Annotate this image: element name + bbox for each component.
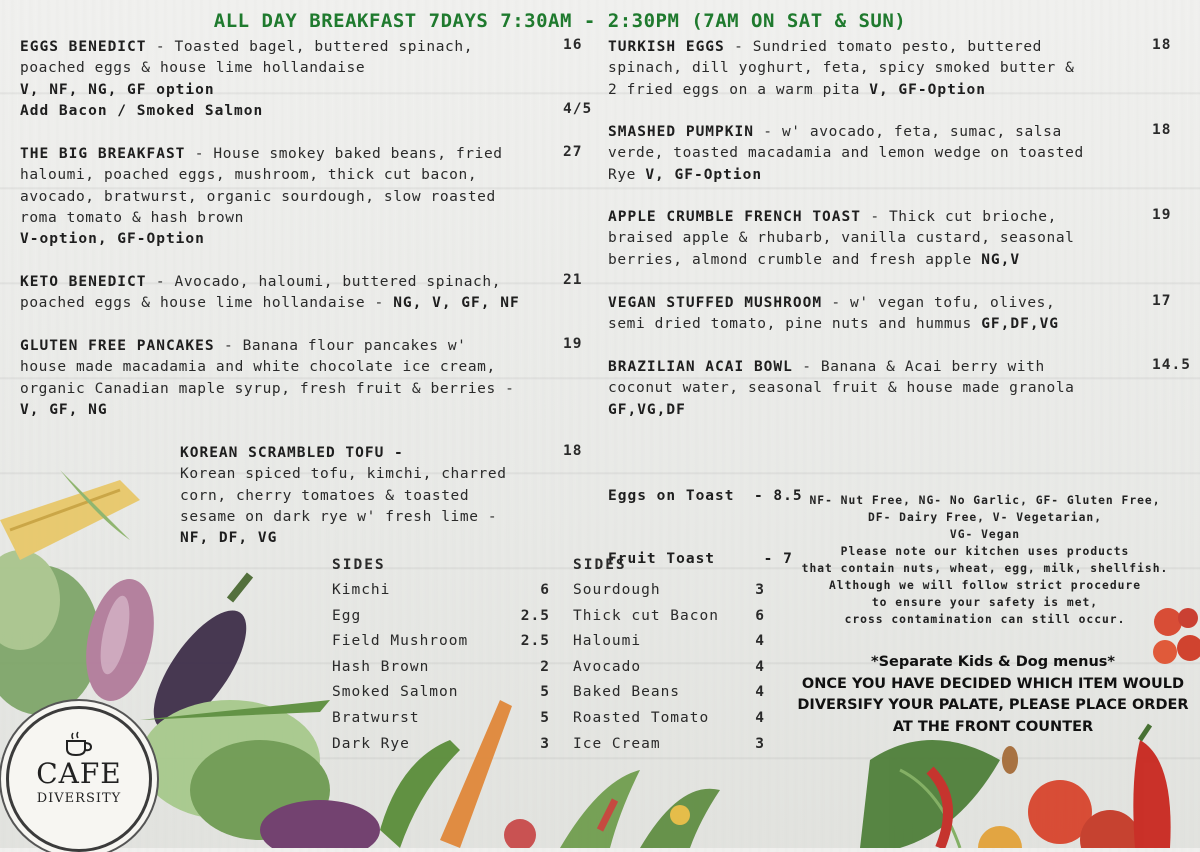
side-price: 4: [755, 684, 765, 701]
note-line: that contain nuts, wheat, egg, milk, shellfish.: [801, 562, 1169, 575]
price-addon: 4/5: [563, 101, 593, 117]
side-name: Ice Cream: [573, 735, 661, 752]
logo-line-cafe: CAFE: [36, 757, 122, 790]
item-description-line: coconut water, seasonal fruit & house made granola: [608, 380, 1075, 397]
item-addon: Add Bacon / Smoked Salmon: [20, 102, 264, 119]
side-price: 4: [755, 658, 765, 675]
price-keto-benedict: 21: [563, 272, 583, 288]
price-smashed-pumpkin: 18: [1152, 122, 1172, 138]
side-price: 2.5: [520, 633, 550, 650]
item-description: SMASHED PUMPKIN - w' avocado, feta, sumac, salsa: [608, 124, 1062, 140]
item-description-line: Korean spiced tofu, kimchi, charred: [180, 466, 507, 483]
item-dietary: NF, DF, VG: [180, 530, 278, 547]
menu-item-big-breakfast: [20, 144, 565, 250]
menu-item-korean-scrambled-tofu: [180, 443, 560, 549]
list-item: [573, 578, 765, 604]
price-gluten-free-pancakes: 19: [563, 336, 583, 352]
item-description-line: house made macadamia and white chocolate ice cream,: [20, 359, 496, 376]
menu-item-apple-crumble-french-toast: [608, 207, 1148, 271]
sides-right: [573, 557, 765, 757]
cafe-logo: [6, 706, 152, 852]
item-description-line: 2 fried eggs on a warm pita V, GF-Option: [608, 81, 986, 98]
item-description: APPLE CRUMBLE FRENCH TOAST - Thick cut brioche,: [608, 209, 1057, 225]
item-description-line: spinach, dill yoghurt, feta, spicy smoked butter &: [608, 60, 1075, 77]
price-brazilian-acai-bowl: 14.5: [1152, 357, 1191, 373]
item-description-line: berries, almond crumble and fresh apple NG,V: [608, 251, 1021, 268]
side-price: 4: [755, 709, 765, 726]
list-item: [332, 655, 550, 681]
item-description-line: avocado, bratwurst, organic sourdough, slow roasted: [20, 188, 496, 205]
note-line: DF- Dairy Free, V- Vegetarian,: [867, 511, 1103, 524]
side-name: Kimchi: [332, 582, 391, 598]
note-line: cross contamination can still occur.: [844, 613, 1126, 626]
list-item: [573, 604, 765, 630]
list-item: [332, 629, 550, 655]
list-item: [573, 732, 765, 758]
list-item: [332, 578, 550, 604]
list-item: [332, 732, 550, 758]
item-dietary: GF,VG,DF: [608, 401, 686, 418]
menu-item-turkish-eggs: [608, 37, 1138, 101]
item-description-line: organic Canadian maple syrup, fresh fruit & berries -: [20, 380, 515, 397]
price-turkish-eggs: 18: [1152, 37, 1172, 53]
item-dietary: V-option, GF-Option: [20, 231, 205, 248]
note-line: Please note our kitchen uses products: [840, 545, 1130, 558]
item-description: EGGS BENEDICT - Toasted bagel, buttered spinach,: [20, 39, 474, 55]
item-description-line: Rye V, GF-Option: [608, 166, 763, 183]
side-name: Dark Rye: [332, 735, 410, 752]
side-name: Hash Brown: [332, 658, 430, 675]
side-name: Roasted Tomato: [573, 709, 710, 726]
note-line: NF- Nut Free, NG- No Garlic, GF- Gluten Free,: [809, 494, 1161, 507]
side-price: 4: [755, 633, 765, 650]
logo-line-diversity: DIVERSITY: [36, 791, 122, 806]
item-description-line: verde, toasted macadamia and lemon wedge on toasted: [608, 145, 1084, 162]
list-item: [332, 604, 550, 630]
list-item: [573, 680, 765, 706]
side-price: 5: [540, 709, 550, 726]
item-description-line: corn, cherry tomatoes & toasted: [180, 487, 470, 504]
side-name: Field Mushroom: [332, 633, 469, 650]
note-line: Although we will follow strict procedure: [828, 579, 1142, 592]
item-description-line: poached eggs & house lime hollandaise - NG, V, GF, NF: [20, 295, 520, 312]
toast-item: Fruit Toast - 7: [608, 551, 793, 568]
order-instructions: [788, 652, 1198, 738]
item-description-line: semi dried tomato, pine nuts and hummus GF,DF,VG: [608, 316, 1060, 333]
item-description-line: roma tomato & hash brown: [20, 209, 244, 226]
list-item: [573, 629, 765, 655]
instruction-line: AT THE FRONT COUNTER: [892, 718, 1094, 735]
side-name: Sourdough: [573, 582, 661, 598]
side-price: 2.5: [520, 607, 550, 624]
side-price: 3: [755, 735, 765, 752]
list-item: [573, 655, 765, 681]
item-description-line: haloumi, poached eggs, mushroom, thick cut bacon,: [20, 167, 478, 184]
item-description-line: sesame on dark rye w' fresh lime -: [180, 508, 498, 525]
side-name: Avocado: [573, 658, 642, 675]
note-line: VG- Vegan: [949, 528, 1021, 541]
instruction-line: ONCE YOU HAVE DECIDED WHICH ITEM WOULD: [801, 675, 1185, 692]
side-name: Bratwurst: [332, 709, 420, 726]
instruction-line: DIVERSIFY YOUR PALATE, PLEASE PLACE ORDER: [797, 697, 1189, 713]
price-apple-crumble-french-toast: 19: [1152, 207, 1172, 223]
side-name: Haloumi: [573, 633, 642, 650]
item-description: BRAZILIAN ACAI BOWL - Banana & Acai berry with: [608, 359, 1045, 375]
menu-item-keto-benedict: [20, 272, 565, 315]
item-name: KOREAN SCRAMBLED TOFU -: [180, 445, 404, 461]
side-name: Smoked Salmon: [332, 684, 459, 701]
instruction-line: *Separate Kids & Dog menus*: [871, 654, 1115, 670]
list-item: [332, 680, 550, 706]
price-korean-scrambled-tofu: 18: [563, 443, 583, 459]
list-item: [573, 706, 765, 732]
item-description: GLUTEN FREE PANCAKES - Banana flour pancakes w': [20, 338, 467, 354]
item-dietary: V, NF, NG, GF option: [20, 81, 215, 98]
menu-item-gluten-free-pancakes: [20, 336, 565, 421]
item-description-line: poached eggs & house lime hollandaise: [20, 60, 366, 77]
note-line: to ensure your safety is met,: [871, 596, 1099, 609]
price-vegan-stuffed-mushroom: 17: [1152, 293, 1172, 309]
sides-header: SIDES: [332, 557, 386, 573]
menu-title: ALL DAY BREAKFAST 7DAYS 7:30AM - 2:30PM (7AM ON SAT & SUN): [213, 10, 907, 32]
item-description-line: braised apple & rhubarb, vanilla custard, seasonal: [608, 230, 1075, 247]
side-price: 3: [755, 582, 765, 598]
price-eggs-benedict: 16: [563, 37, 583, 53]
list-item: [332, 706, 550, 732]
side-name: Egg: [332, 607, 362, 624]
item-description: TURKISH EGGS - Sundried tomato pesto, buttered: [608, 39, 1042, 55]
side-price: 5: [540, 684, 550, 701]
item-description: VEGAN STUFFED MUSHROOM - w' vegan tofu, olives,: [608, 295, 1056, 311]
side-name: Baked Beans: [573, 684, 681, 701]
side-name: Thick cut Bacon: [573, 607, 719, 624]
side-price: 6: [755, 607, 765, 624]
item-description: KETO BENEDICT - Avocado, haloumi, buttered spinach,: [20, 274, 502, 290]
sides-header: SIDES: [573, 557, 627, 573]
sides-left: [332, 557, 550, 757]
price-big-breakfast: 27: [563, 144, 583, 160]
menu-item-vegan-stuffed-mushroom: [608, 293, 1148, 336]
coffee-cup-icon: [61, 731, 95, 757]
toast-item: Eggs on Toast - 8.5: [608, 487, 803, 504]
menu-item-brazilian-acai-bowl: [608, 357, 1148, 421]
item-dietary: V, GF, NG: [20, 401, 108, 418]
side-price: 6: [540, 582, 550, 598]
side-price: 2: [540, 658, 550, 675]
side-price: 3: [540, 735, 550, 752]
item-description: THE BIG BREAKFAST - House smokey baked beans, fried: [20, 146, 503, 162]
dietary-notes: [790, 492, 1180, 628]
menu-item-eggs-benedict: [20, 37, 565, 122]
menu-item-smashed-pumpkin: [608, 122, 1153, 186]
